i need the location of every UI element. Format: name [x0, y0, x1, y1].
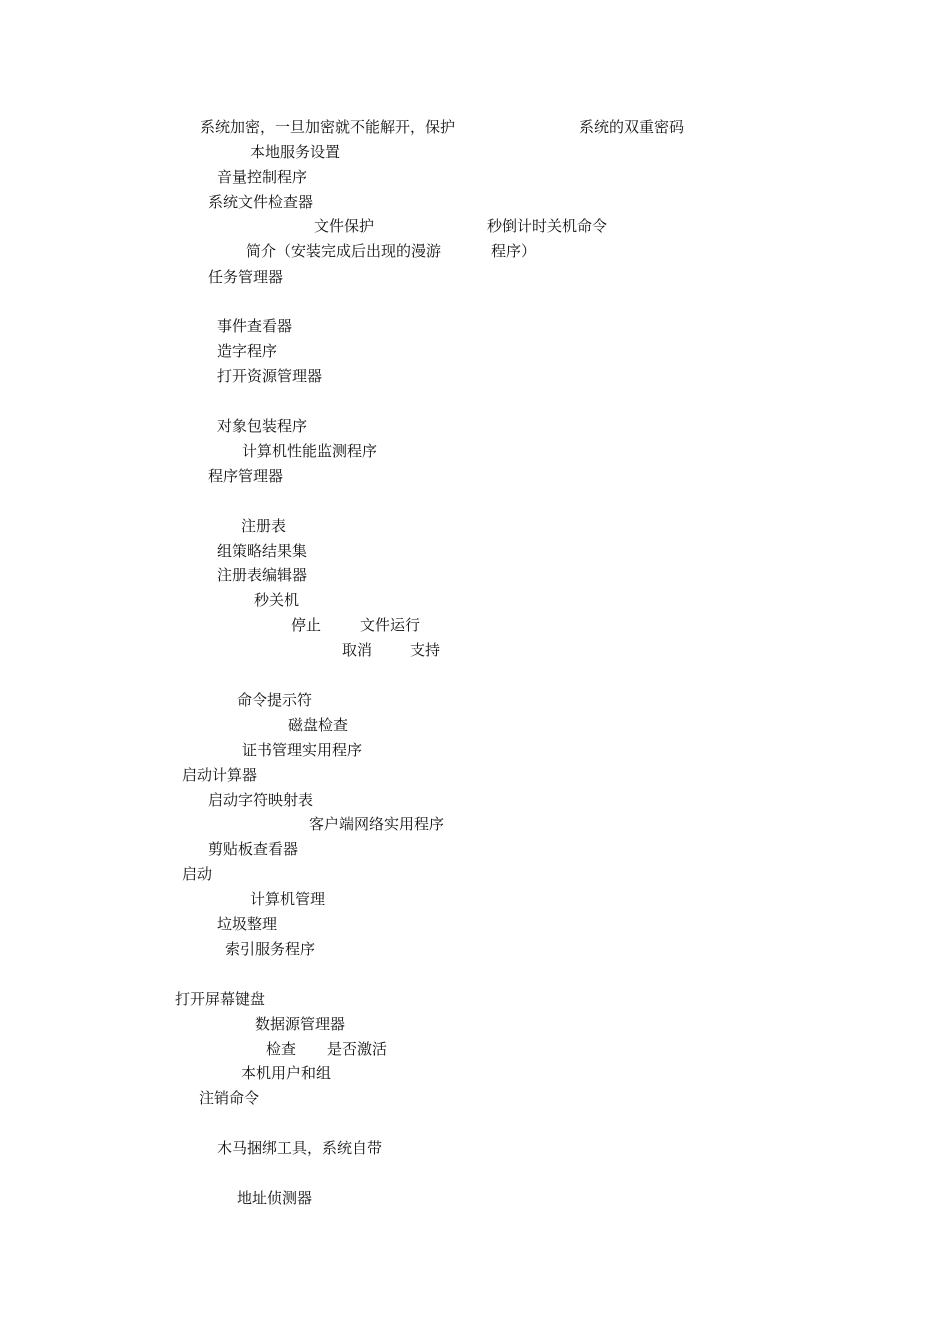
- text-fragment: 音量控制程序: [217, 168, 308, 186]
- text-fragment: 注册表编辑器: [217, 566, 308, 584]
- text-fragment: 组策略结果集: [217, 542, 308, 560]
- text-fragment: 启动字符映射表: [208, 791, 314, 809]
- text-fragment: 计算机性能监测程序: [242, 442, 378, 460]
- text-fragment: 对象包装程序: [217, 417, 308, 435]
- text-fragment: 打开资源管理器: [217, 367, 323, 385]
- text-fragment: 程序）: [491, 242, 537, 260]
- text-fragment: 取消: [342, 641, 373, 659]
- text-fragment: 地址侦测器: [237, 1189, 313, 1207]
- text-fragment: 索引服务程序: [225, 940, 316, 958]
- text-fragment: 文件保护: [314, 217, 375, 235]
- text-fragment: 系统的双重密码: [579, 118, 685, 136]
- text-fragment: 磁盘检查: [288, 716, 349, 734]
- text-fragment: 本地服务设置: [250, 143, 341, 161]
- text-fragment: 数据源管理器: [255, 1015, 346, 1033]
- text-fragment: 剪贴板查看器: [208, 840, 299, 858]
- text-fragment: 是否激活: [327, 1040, 388, 1058]
- text-fragment: 系统加密，一旦加密就不能解开，保护: [200, 118, 456, 136]
- text-fragment: 停止: [291, 616, 322, 634]
- text-fragment: 文件运行: [360, 616, 421, 634]
- text-fragment: 简介（安装完成后出现的漫游: [246, 242, 442, 260]
- text-fragment: 启动: [182, 865, 213, 883]
- text-fragment: 垃圾整理: [217, 915, 278, 933]
- text-fragment: 事件查看器: [217, 317, 293, 335]
- text-fragment: 启动计算器: [182, 766, 258, 784]
- text-fragment: 支持: [410, 641, 441, 659]
- text-fragment: 程序管理器: [208, 467, 284, 485]
- text-fragment: 注册表: [241, 517, 287, 535]
- text-fragment: 注销命令: [199, 1089, 260, 1107]
- text-fragment: 计算机管理: [250, 890, 326, 908]
- text-fragment: 本机用户和组: [241, 1064, 332, 1082]
- text-fragment: 客户端网络实用程序: [309, 815, 445, 833]
- text-fragment: 造字程序: [217, 342, 278, 360]
- text-fragment: 打开屏幕键盘: [175, 990, 266, 1008]
- text-fragment: 系统文件检查器: [208, 193, 314, 211]
- text-fragment: 证书管理实用程序: [242, 741, 363, 759]
- text-fragment: 命令提示符: [237, 691, 313, 709]
- text-fragment: 检查: [266, 1040, 297, 1058]
- text-fragment: 任务管理器: [208, 268, 284, 286]
- text-fragment: 秒关机: [254, 591, 300, 609]
- text-fragment: 秒倒计时关机命令: [487, 217, 608, 235]
- text-fragment: 木马捆绑工具，系统自带: [217, 1139, 383, 1157]
